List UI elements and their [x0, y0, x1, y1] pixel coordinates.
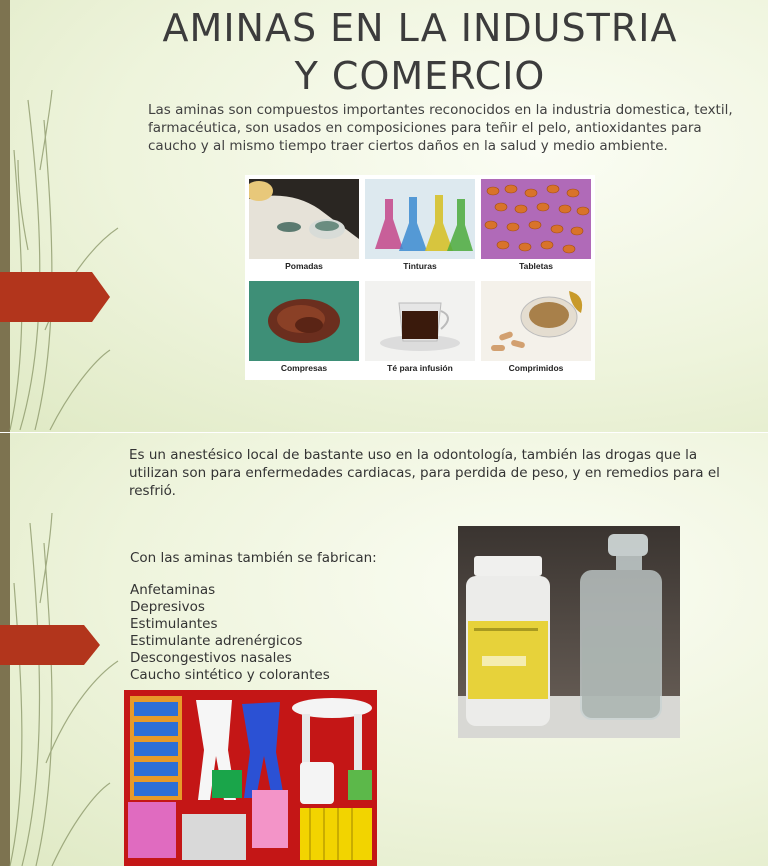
vine-decoration	[0, 0, 120, 432]
pomadas-image	[249, 179, 359, 259]
grid-cell-comprimidos	[479, 279, 593, 379]
grid-cell-te-infusion	[363, 279, 477, 379]
list-item: Estimulante adrenérgicos	[130, 633, 303, 649]
anesthetic-paragraph: Es un anestésico local de bastante uso en la odontología, también las drogas que la utilizan son para enfermedades cardiacas, para perdida de peso, y en remedios para el resfrió.	[129, 447, 720, 499]
title-line-1: AMINAS EN LA INDUSTRIA	[162, 6, 678, 50]
products-list	[130, 582, 330, 684]
caption-tinturas: Tinturas	[403, 261, 437, 271]
plastic-products-image	[124, 690, 377, 866]
compresas-image	[249, 281, 359, 361]
caption-te-infusion: Té para infusión	[387, 363, 453, 373]
list-item: Estimulantes	[130, 616, 218, 632]
product-image-grid	[245, 175, 595, 380]
tabletas-image	[481, 179, 591, 259]
slide-aminas-industria	[0, 0, 768, 432]
list-item: Caucho sintético y colorantes	[130, 667, 330, 683]
grid-cell-compresas	[247, 279, 361, 379]
comprimidos-image	[481, 281, 591, 361]
caption-tabletas: Tabletas	[519, 261, 553, 271]
grid-cell-tinturas	[363, 177, 477, 277]
list-item: Depresivos	[130, 599, 205, 615]
caption-compresas: Compresas	[280, 363, 328, 373]
arrow-tab-icon	[0, 272, 110, 322]
caption-comprimidos: Comprimidos	[508, 363, 564, 373]
tinturas-image	[365, 179, 475, 259]
list-item: Descongestivos nasales	[130, 650, 292, 666]
caption-pomadas: Pomadas	[285, 261, 323, 271]
list-heading: Con las aminas también se fabrican:	[130, 550, 377, 566]
page-title	[140, 4, 700, 100]
title-line-2: Y COMERCIO	[294, 54, 546, 98]
list-item: Anfetaminas	[130, 582, 216, 598]
chemical-bottles-image	[458, 526, 680, 738]
arrow-tab-icon	[0, 625, 100, 665]
te-infusion-image	[365, 281, 475, 361]
grid-cell-tabletas	[479, 177, 593, 277]
grid-cell-pomadas	[247, 177, 361, 277]
intro-paragraph: Las aminas son compuestos importantes reconocidos en la industria domestica, textil, farmacéutica, son usados en composiciones para teñir el pelo, antioxidantes para caucho y al mismo tiempo traer ciertos daños en la salud y medio ambiente.	[148, 102, 733, 154]
